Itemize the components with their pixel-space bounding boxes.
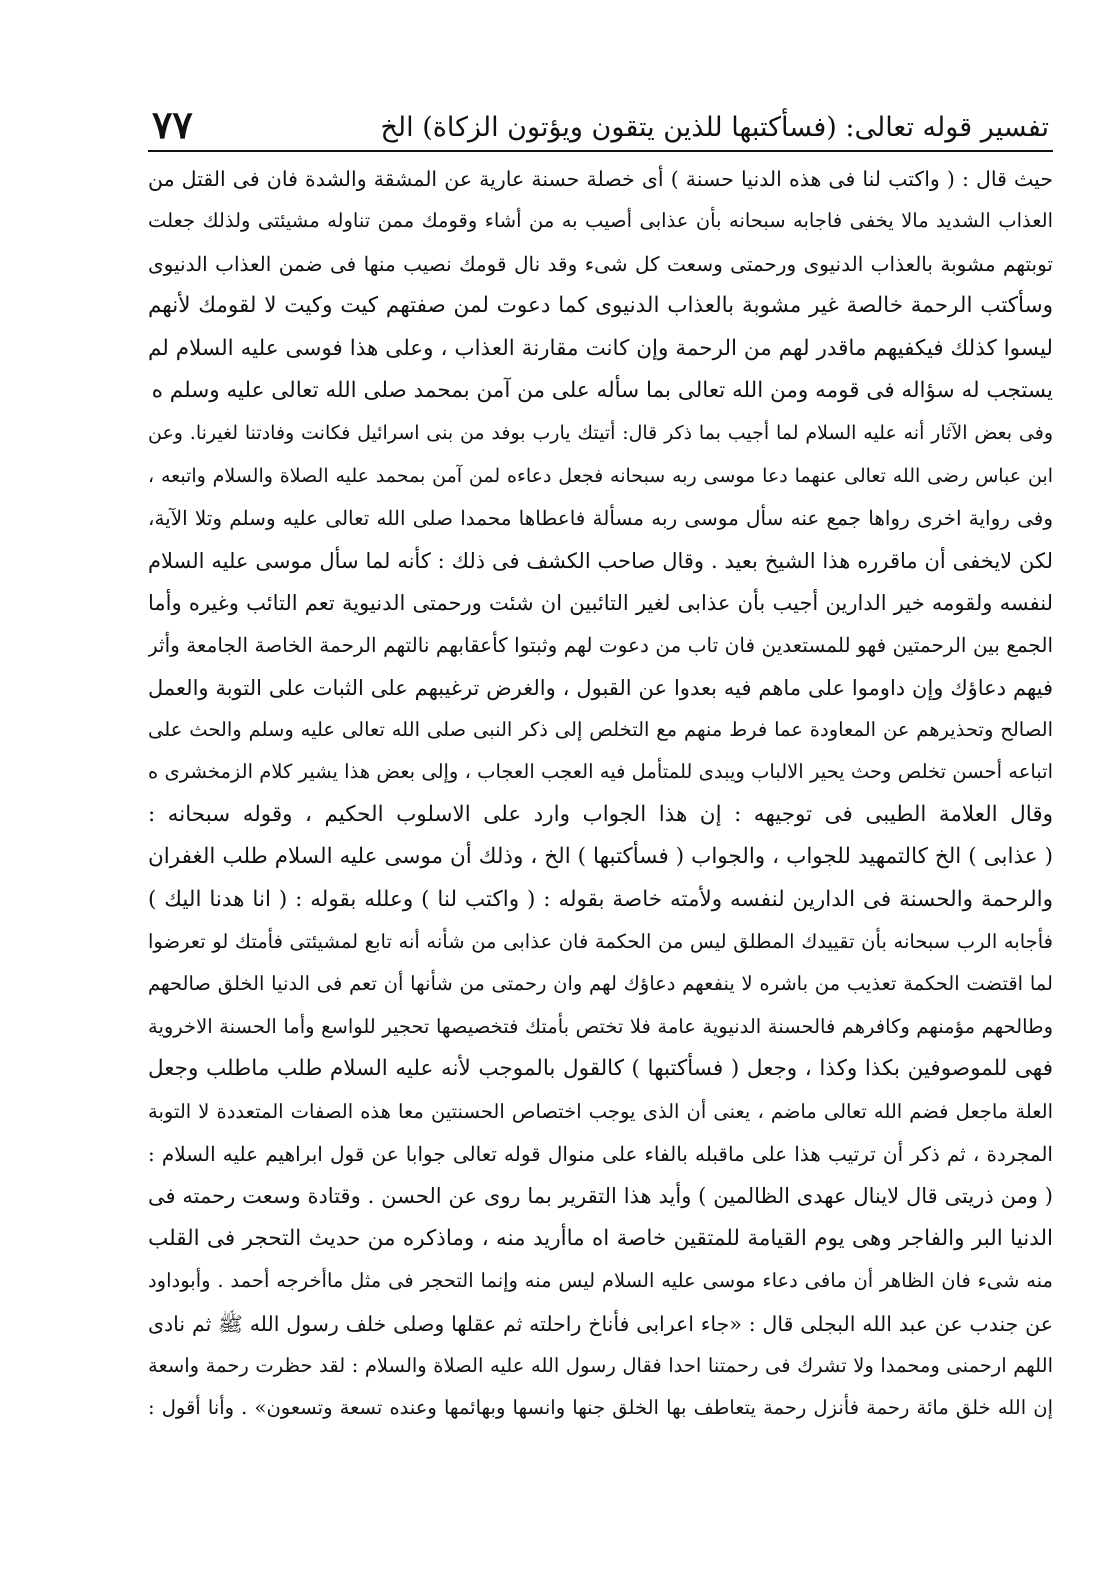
text-line: العذاب الشديد مالا يخفى فاجابه سبحانه بأن عذابى أصيب به من أشاء وقومك ممن تناوله مشيئتى ولذلك جعلت (148, 209, 1053, 233)
text-line: ابن عباس رضى الله تعالى عنهما دعا موسى ربه سبحانه فجعل دعاءه لمن آمن بمحمد عليه الصلاة والسلام واتبعه ، (148, 464, 1053, 487)
text-line: وقال العلامة الطيبى فى توجيهه : إن هذا الجواب وارد على الاسلوب الحكيم ، وقوله سبحانه : (148, 801, 1053, 827)
text-line: إن الله خلق مائة رحمة فأنزل رحمة يتعاطف بها الخلق جنها وانسها وبهائمها وعنده تسعة وتسعون» . وأنا أقول : (148, 1396, 1053, 1420)
text-line: ليسوا كذلك فيكفيهم ماقدر لهم من الرحمة وإن كانت مقارنة العذاب ، وعلى هذا فوسى عليه السلام لم (148, 335, 1053, 361)
text-line: المجردة ، ثم ذكر أن ترتيب هذا على ماقبله بالفاء على منوال قوله تعالى جوابا عن قول ابراهيم عليه السلام : (148, 1141, 1053, 1166)
text-line: اتباعه أحسن تخلص وحث يحير الالباب ويبدى للمتأمل فيه العجب العجاب ، وإلى بعض هذا يشير كلام الزمخشرى ه (148, 760, 1053, 784)
text-line: وطالحهم مؤمنهم وكافرهم فالحسنة الدنيوية عامة فلا تختص بأمتك فتخصيصها تحجير للواسع وأما الحسنة الاخروية (148, 1014, 1053, 1038)
text-line: والرحمة والحسنة فى الدارين لنفسه ولأمته خاصة بقوله : ( واكتب لنا ) وعلله بقوله : ( انا هدنا اليك ) (148, 886, 1053, 912)
book-page (148, 92, 1053, 1430)
text-line: اللهم ارحمنى ومحمدا ولا تشرك فى رحمتنا احدا فقال رسول الله عليه الصلاة والسلام : لقد حظرت رحمة واسعة (148, 1353, 1053, 1377)
text-line: ( عذابى ) الخ كالتمهيد للجواب ، والجواب ( فسأكتبها ) الخ ، وذلك أن موسى عليه السلام طلب الغفران (148, 844, 1053, 870)
running-header (148, 92, 1053, 152)
text-line: العلة ماجعل فضم الله تعالى ماضم ، يعنى أن الذى يوجب اختصاص الحسنتين معا هذه الصفات المتعددة لا التوبة (148, 1099, 1053, 1123)
text-line: فأجابه الرب سبحانه بأن تقييدك المطلق ليس من الحكمة فان عذابى من شأنه أنه تابع لمشيئتى فأمتك لو تعرضوا (148, 930, 1053, 954)
text-line: ( ومن ذريتى قال لاينال عهدى الظالمين ) وأيد هذا التقرير بما روى عن الحسن . وقتادة وسعت رحمته فى (148, 1184, 1053, 1209)
text-line: لنفسه ولقومه خير الدارين أجيب بأن عذابى لغير التائبين ان شئت ورحمتى الدنيوية تعم التائب وغيره وأما (148, 590, 1053, 615)
text-line: فيهم دعاؤك وإن داوموا على ماهم فيه بعدوا عن القبول ، والغرض ترغيبهم على الثبات على التوبة والعمل (148, 675, 1053, 700)
text-line: فهى للموصوفين بكذا وكذا ، وجعل ( فسأكتبها ) كالقول بالموجب لأنه عليه السلام طلب ماطلب وجعل (148, 1056, 1053, 1082)
text-line: وفى رواية اخرى رواها جمع عنه سأل موسى ربه مسألة فاعطاها محمدا صلى الله تعالى عليه وسلم وتلا الآية، (148, 506, 1053, 531)
text-line: الجمع بين الرحمتين فهو للمستعدين فان تاب من دعوت لهم وثبتوا كأعقابهم نالتهم الرحمة الخاصة الجامعة وأثر (148, 633, 1053, 658)
text-line: حيث قال : ( واكتب لنا فى هذه الدنيا حسنة ) أى خصلة حسنة عارية عن المشقة والشدة فان فى القتل من (148, 167, 1053, 191)
text-line: الصالح وتحذيرهم عن المعاودة عما فرط منهم مع التخلص إلى ذكر النبى صلى الله تعالى عليه وسلم والحث على (148, 718, 1053, 742)
page-number: ٧٧ (152, 102, 193, 147)
text-line: توبتهم مشوبة بالعذاب الدنيوى ورحمتى وسعت كل شىء وقد نال قومك نصيب منها فى ضمن العذاب الدنيوى (148, 251, 1053, 276)
text-line: عن جندب عن عبد الله البجلى قال : «جاء اعرابى فأناخ راحلته ثم عقلها وصلى خلف رسول الله ﷺ ثم نادى (148, 1311, 1053, 1336)
text-line: وفى بعض الآثار أنه عليه السلام لما أجيب بما ذكر قال: أتيتك يارب بوفد من بنى اسرائيل فكانت وفادتنا لغيرنا. وعن (148, 422, 1053, 445)
text-line: يستجب له سؤاله فى قومه ومن الله تعالى بما سأله على من آمن بمحمد صلى الله تعالى عليه وسلم ه (151, 377, 1053, 403)
text-line: منه شىء فان الظاهر أن مافى دعاء موسى عليه السلام ليس منه وإنما التحجر فى مثل ماأخرجه أحمد . وأبوداود (148, 1269, 1053, 1293)
text-line: وسأكتب الرحمة خالصة غير مشوبة بالعذاب الدنيوى كما دعوت لمن صفتهم كيت وكيت لا لقومك لأنهم (148, 293, 1053, 319)
text-line: لكن لايخفى أن ماقرره هذا الشيخ بعيد . وقال صاحب الكشف فى ذلك : كأنه لما سأل موسى عليه السلام (148, 548, 1053, 573)
text-line: الدنيا البر والفاجر وهى يوم القيامة للمتقين خاصة اه ماأريد منه ، وماذكره من حديث التحجر فى القلب (148, 1225, 1053, 1251)
text-line: لما اقتضت الحكمة تعذيب من باشره لا ينفعهم دعاؤك لهم وان رحمتى من شأنها أن تعم فى الدنيا الخلق صالحهم (148, 972, 1053, 996)
body-text (148, 158, 1053, 1430)
running-header-title: تفسير قوله تعالى: (فسأكتبها للذين يتقون ويؤتون الزكاة) الخ (380, 111, 1049, 143)
